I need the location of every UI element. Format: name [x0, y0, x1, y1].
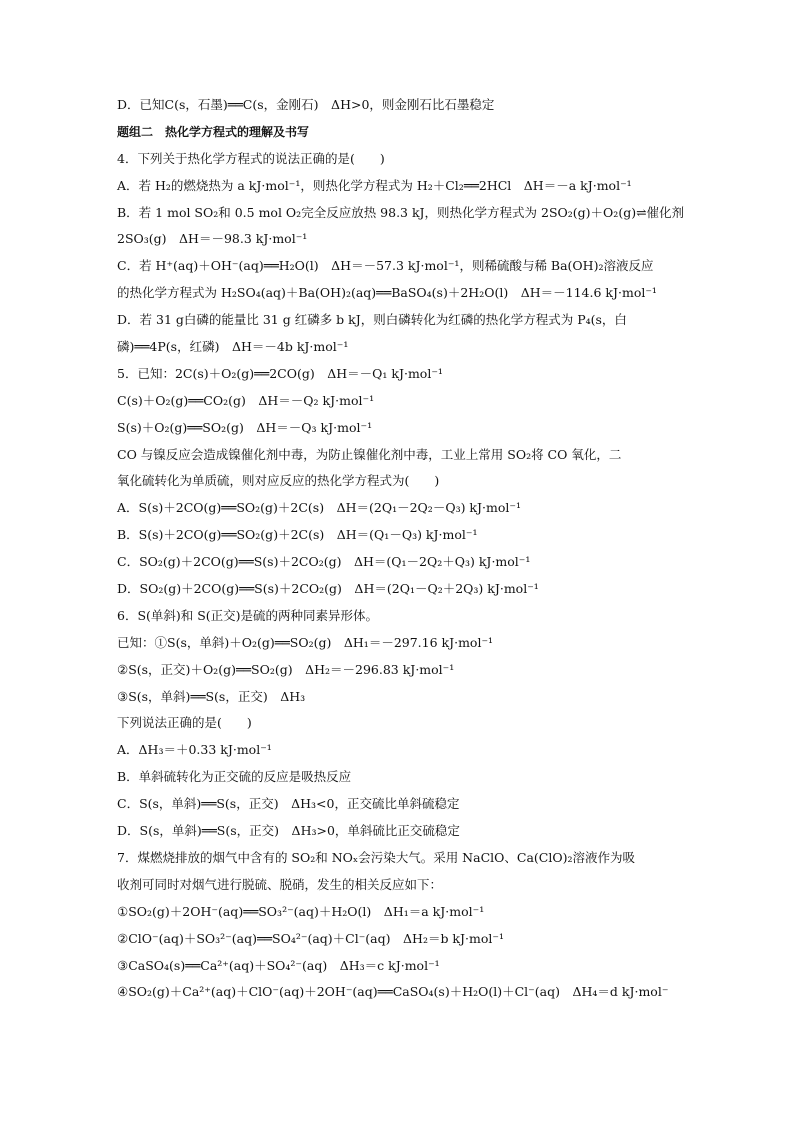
text-line: D．若 31 g白磷的能量比 31 g 红磷多 b kJ，则白磷转化为红磷的热化学方程式为 P₄(s，白	[117, 312, 627, 328]
text-line: S(s)＋O₂(g)══SO₂(g) ΔH＝－Q₃ kJ·mol⁻¹	[117, 419, 373, 435]
text-line: B．S(s)＋2CO(g)══SO₂(g)＋2C(s) ΔH＝(Q₁－Q₃) kJ·mol⁻¹	[117, 527, 478, 543]
text-line: C．若 H⁺(aq)＋OH⁻(aq)══H₂O(l) ΔH＝－57.3 kJ·mol⁻¹，则稀硫酸与稀 Ba(OH)₂溶液反应	[117, 258, 654, 274]
text-line: CO 与镍反应会造成镍催化剂中毒，为防止镍催化剂中毒，工业上常用 SO₂将 CO 氧化，二	[117, 446, 622, 462]
text-line: ③S(s，单斜)══S(s，正交) ΔH₃	[117, 688, 306, 704]
text-line: 收剂可同时对烟气进行脱硫、脱硝，发生的相关反应如下：	[117, 876, 443, 892]
text-line: 磷)══4P(s，红磷) ΔH＝－4b kJ·mol⁻¹	[117, 339, 349, 355]
text-line: 5．已知：2C(s)＋O₂(g)══2CO(g) ΔH＝－Q₁ kJ·mol⁻¹	[117, 365, 443, 381]
text-line: ③CaSO₄(s)══Ca²⁺(aq)＋SO₄²⁻(aq) ΔH₃＝c kJ·mol⁻¹	[117, 957, 440, 973]
text-line: 7．煤燃烧排放的烟气中含有的 SO₂和 NOₓ会污染大气。采用 NaClO、Ca(ClO)₂溶液作为吸	[117, 849, 635, 865]
text-line: 氧化硫转化为单质硫，则对应反应的热化学方程式为( )	[117, 473, 440, 489]
text-line: D．SO₂(g)＋2CO(g)══S(s)＋2CO₂(g) ΔH＝(2Q₁－Q₂＋2Q₃) kJ·mol⁻¹	[117, 581, 539, 597]
text-line: A．ΔH₃＝＋0.33 kJ·mol⁻¹	[117, 742, 272, 758]
text-line: ④SO₂(g)＋Ca²⁺(aq)＋ClO⁻(aq)＋2OH⁻(aq)══CaSO₄(s)＋H₂O(l)＋Cl⁻(aq) ΔH₄＝d kJ·mol⁻	[117, 984, 669, 1000]
text-line: 6．S(单斜)和 S(正交)是硫的两种同素异形体。	[117, 607, 379, 623]
text-line: D．已知C(s，石墨)══C(s，金刚石) ΔH>0，则金刚石比石墨稳定	[117, 97, 495, 112]
text-line: A．若 H₂的燃烧热为 a kJ·mol⁻¹，则热化学方程式为 H₂＋Cl₂══2HCl ΔH＝－a kJ·mol⁻¹	[117, 177, 632, 193]
text-line: 的热化学方程式为 H₂SO₄(aq)＋Ba(OH)₂(aq)══BaSO₄(s)＋2H₂O(l) ΔH＝－114.6 kJ·mol⁻¹	[117, 285, 657, 301]
section-heading: 题组二 热化学方程式的理解及书写	[117, 124, 310, 139]
text-line: C．S(s，单斜)══S(s，正交) ΔH₃<0，正交硫比单斜硫稳定	[117, 796, 460, 812]
text-line: A．S(s)＋2CO(g)══SO₂(g)＋2C(s) ΔH＝(2Q₁－2Q₂－Q₃) kJ·mol⁻¹	[117, 500, 521, 516]
text-line: B．若 1 mol SO₂和 0.5 mol O₂完全反应放热 98.3 kJ，则热化学方程式为 2SO₂(g)＋O₂(g)⇌催化剂	[117, 204, 685, 220]
text-line: 已知：①S(s，单斜)＋O₂(g)══SO₂(g) ΔH₁＝－297.16 kJ·mol⁻¹	[117, 634, 494, 650]
text-line: ①SO₂(g)＋2OH⁻(aq)══SO₃²⁻(aq)＋H₂O(l) ΔH₁＝a kJ·mol⁻¹	[117, 903, 485, 919]
text-line: 2SO₃(g) ΔH＝－98.3 kJ·mol⁻¹	[117, 231, 308, 247]
text-line: B．单斜硫转化为正交硫的反应是吸热反应	[117, 769, 352, 785]
text-line: ②S(s，正交)＋O₂(g)══SO₂(g) ΔH₂＝－296.83 kJ·mol⁻¹	[117, 661, 455, 677]
text-line: ②ClO⁻(aq)＋SO₃²⁻(aq)══SO₄²⁻(aq)＋Cl⁻(aq) ΔH₂＝b kJ·mol⁻¹	[117, 930, 504, 946]
text-line: C(s)＋O₂(g)══CO₂(g) ΔH＝－Q₂ kJ·mol⁻¹	[117, 392, 375, 408]
text-line: C．SO₂(g)＋2CO(g)══S(s)＋2CO₂(g) ΔH＝(Q₁－2Q₂＋Q₃) kJ·mol⁻¹	[117, 554, 531, 570]
text-line: D．S(s，单斜)══S(s，正交) ΔH₃>0，单斜硫比正交硫稳定	[117, 823, 460, 839]
text-line: 4．下列关于热化学方程式的说法正确的是( )	[117, 150, 385, 166]
text-line: 下列说法正确的是( )	[117, 715, 252, 731]
document-page	[117, 92, 685, 1006]
